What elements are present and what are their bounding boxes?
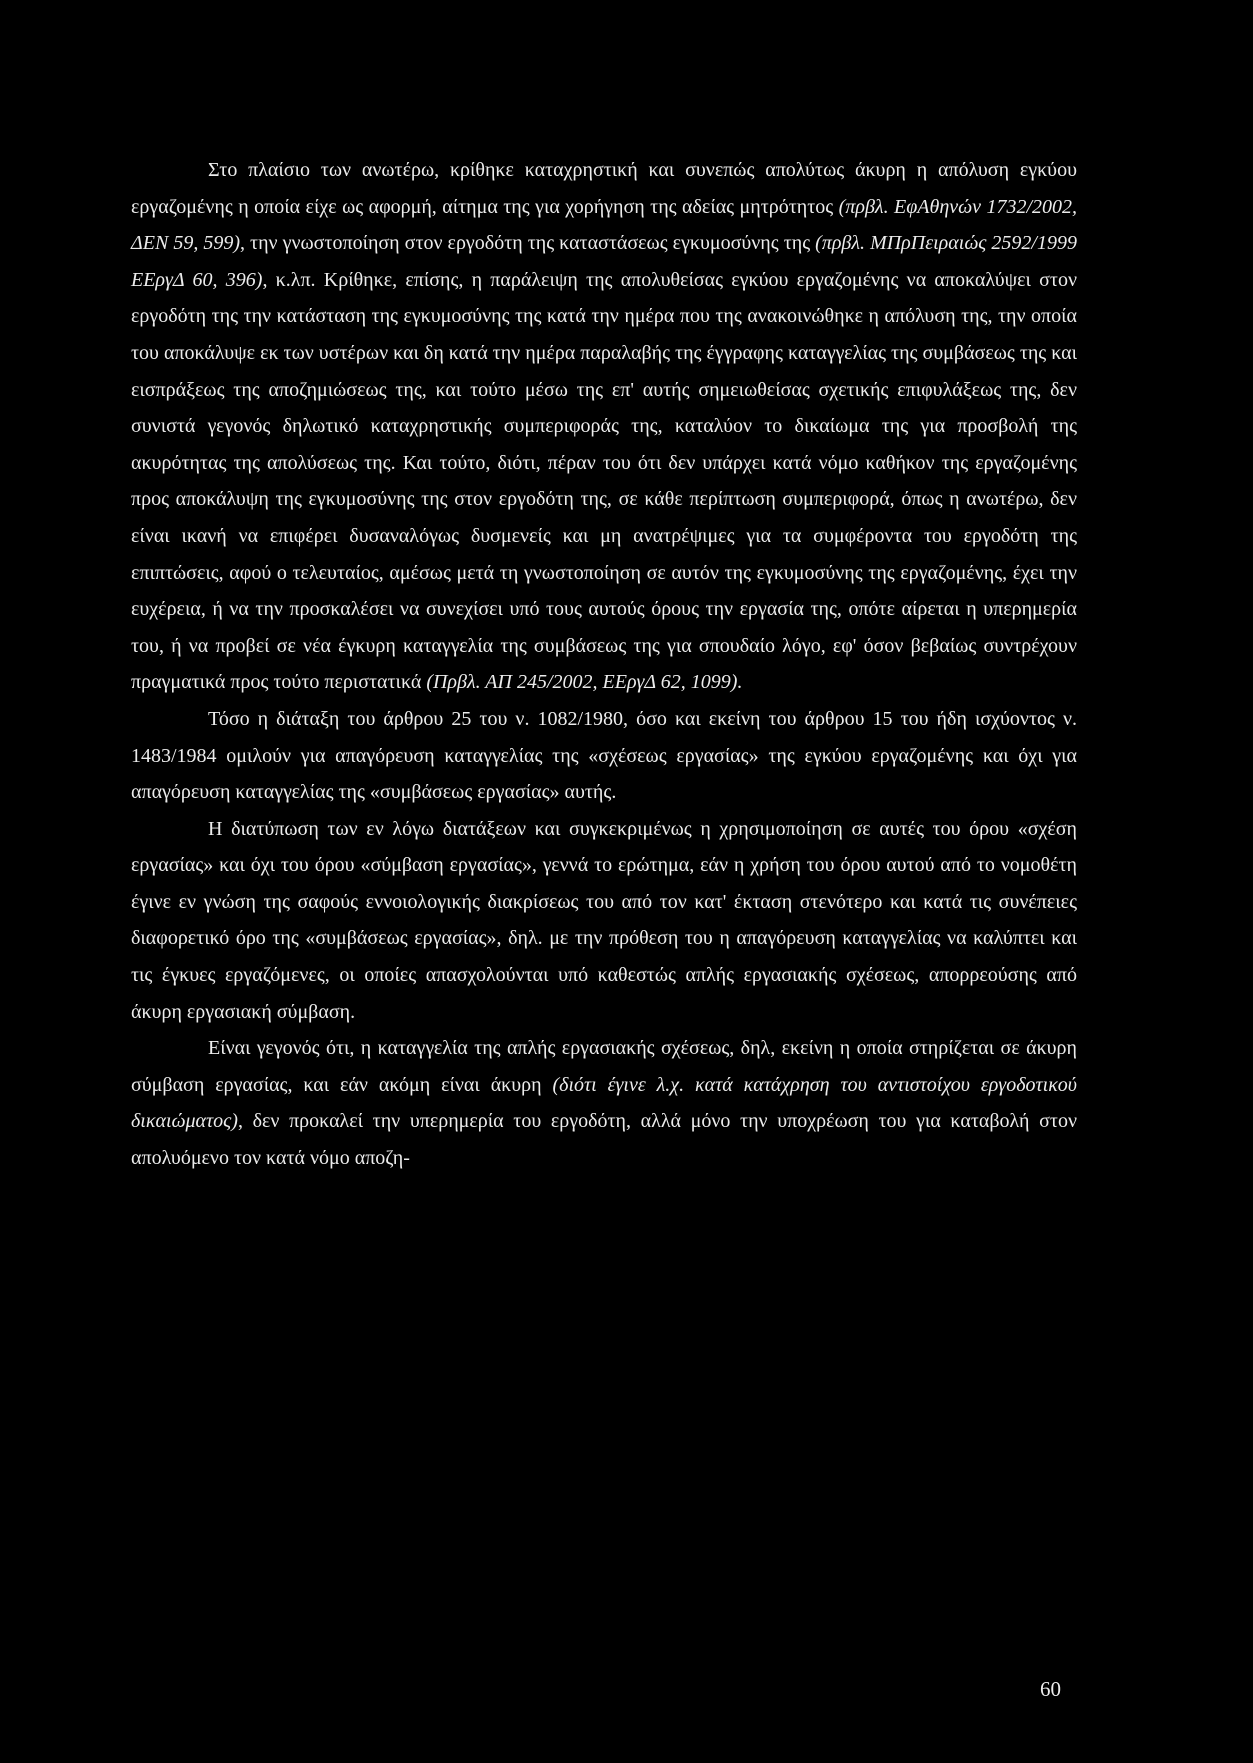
paragraph-1-text-1: Στο πλαίσιο των ανωτέρω, κρίθηκε καταχρηστική και συνεπώς απολύτως άκυρη η απόλυση εγκύου εργαζομένης η οποία είχε ως αφορμή, αίτημα της για χορήγηση της αδείας μητρότητος: [131, 159, 1077, 218]
citation-efathinon: (πρβλ. ΕφΑθηνών 1732/2002, ΔΕΝ 59, 599): [131, 195, 1077, 255]
paragraph-1-text-2: , την γνωστοποίηση στον εργοδότη της καταστάσεως εγκυμοσύνης της: [240, 232, 816, 255]
paragraph-4: [131, 1030, 1077, 1176]
paragraph-1: [131, 152, 1077, 701]
citation-katachrisi: (διότι έγινε λ.χ. κατά κατάχρηση του αντιστοίχου εργοδοτικού δικαιώματος): [131, 1073, 1077, 1133]
page-number: 60: [1040, 1677, 1061, 1701]
document-body: [131, 152, 1077, 1177]
paragraph-3-text: Η διατύπωση των εν λόγω διατάξεων και συγκεκριμένως η χρησιμοποίηση σε αυτές του όρου «σχέση εργασίας» και όχι του όρου «σύμβαση εργασίας», γεννά το ερώτημα, εάν η χρήση του όρου αυτού από το νομοθέτη έγινε εν γνώση της σαφούς εννοιολογικής διακρίσεως του από τον κατ' έκταση στενότερο και κατά τις συνέπειες διαφορετικό όρο της «συμβάσεως εργασίας», δηλ. με την πρόθεση του η απαγόρευση καταγγελίας να καλύπτει και τις έγκυες εργαζόμενες, οι οποίες απασχολούνται υπό καθεστώς απλής εργασιακής σχέσεως, απορρεούσης από άκυρη εργασιακή σύμβαση.: [131, 817, 1077, 1023]
paragraph-3: [131, 811, 1077, 1031]
paragraph-4-text-1: Είναι γεγονός ότι, η καταγγελία της απλής εργασιακής σχέσεως, δηλ, εκείνη η οποία στηρίζεται σε άκυρη σύμβαση εργασίας, και εάν ακόμη είναι άκυρη: [131, 1037, 1077, 1096]
paragraph-4-text-2: , δεν προκαλεί την υπερημερία του εργοδότη, αλλά μόνο την υποχρέωση του για καταβολή στον απολυόμενο τον κατά νόμο αποζη-: [131, 1110, 1077, 1170]
citation-mprpeiraios: (πρβλ. ΜΠρΠειραιώς 2592/1999 ΕΕργΔ 60, 396): [131, 232, 1077, 291]
citation-ap-245-2002: (Πρβλ. ΑΠ 245/2002, ΕΕργΔ 62, 1099).: [426, 671, 743, 694]
paragraph-2: [131, 701, 1077, 811]
paragraph-2-text: Τόσο η διάταξη του άρθρου 25 του ν. 1082/1980, όσο και εκείνη του άρθρου 15 του ήδη ισχύοντος ν. 1483/1984 ομιλούν για απαγόρευση καταγγελίας της «σχέσεως εργασίας» της εγκύου εργαζομένης και όχι για απαγόρευση καταγγελίας της «συμβάσεως εργασίας» αυτής.: [131, 707, 1077, 804]
paragraph-1-text-3: , κ.λπ. Κρίθηκε, επίσης, η παράλειψη της απολυθείσας εγκύου εργαζομένης να αποκαλύψει στον εργοδότη της την κατάσταση της εγκυμοσύνης της κατά την ημέρα που της ανακοινώθηκε η απόλυση της, την οποία του αποκάλυψε εκ των υστέρων και δη κατά την ημέρα παραλαβής της έγγραφης καταγγελίας της συμβάσεως της και εισπράξεως της αποζημιώσεως της, και τούτο μέσω της επ' αυτής σημειωθείσας σχετικής επιφυλάξεως της, δεν συνιστά γεγονός δηλωτικό καταχρηστικής συμπεριφοράς της, καταλύον το δικαίωμα της για προσβολή της ακυρότητας της απολύσεως της. Και τούτο, διότι, πέραν του ότι δεν υπάρχει κατά νόμο καθήκον της εργαζομένης προς αποκάλυψη της εγκυμοσύνης της στον εργοδότη της, σε κάθε περίπτωση συμπεριφορά, όπως η ανωτέρω, δεν είναι ικανή να επιφέρει δυσαναλόγως δυσμενείς και μη ανατρέψιμες για τα συμφέροντα του εργοδότη της επιπτώσεις, αφού ο τελευταίος, αμέσως μετά τη γνωστοποίηση σε αυτόν της εγκυμοσύνης της εργαζομένης, έχει την ευχέρεια, ή να την προσκαλέσει να συνεχίσει υπό τους αυτούς όρους την εργασία της, οπότε αίρεται η υπερημερία του, ή να προβεί σε νέα έγκυρη καταγγελία της συμβάσεως της για σπουδαίο λόγο, εφ' όσον βεβαίως συντρέχουν πραγματικά προς τούτο περιστατικά: [131, 268, 1077, 694]
